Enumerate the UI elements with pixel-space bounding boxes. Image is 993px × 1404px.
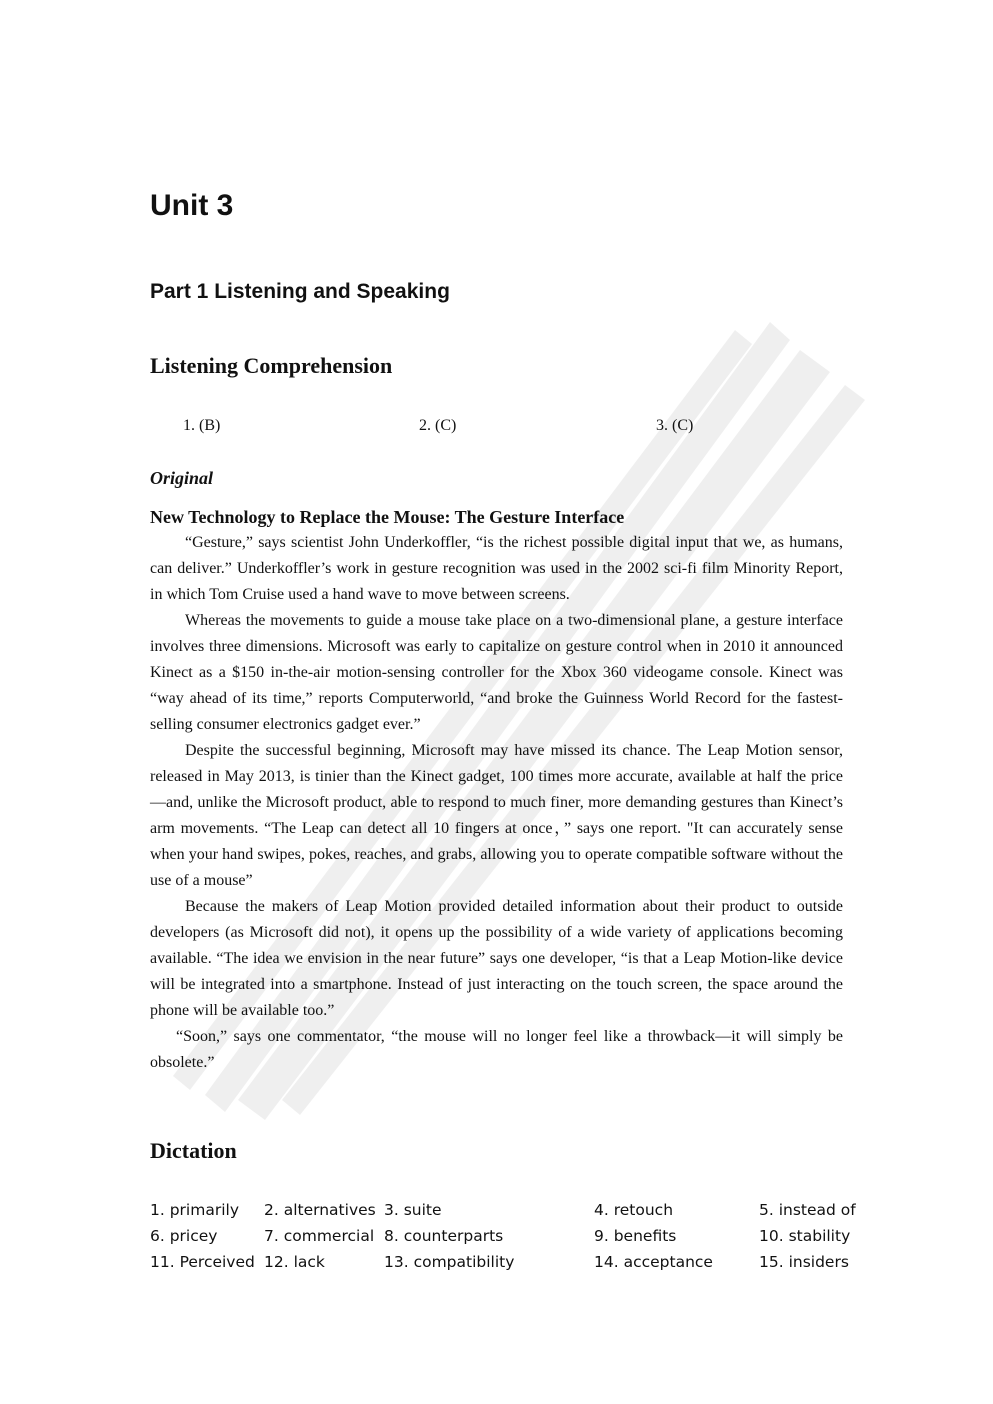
dictation-item: 3. suite — [384, 1201, 442, 1219]
dictation-answers — [150, 1197, 860, 1275]
answer-3: 3. (C) — [656, 417, 694, 434]
article-title: New Technology to Replace the Mouse: The Gesture Interface — [150, 507, 625, 527]
dictation-item: 4. retouch — [594, 1201, 674, 1219]
dictation-item: 5. instead of — [759, 1201, 856, 1219]
dictation-item: 12. lack — [264, 1253, 325, 1271]
dictation-item: 2. alternatives — [264, 1201, 376, 1219]
dictation-item: 1. primarily — [150, 1201, 239, 1219]
original-label: Original — [150, 468, 214, 488]
dictation-item: 15. insiders — [759, 1253, 849, 1271]
dictation-heading: Dictation — [150, 1138, 237, 1163]
article-paragraph: Whereas the movements to guide a mouse take place on a two-dimensional plane, a gesture interface involves three dimensions. Microsoft was early to capitalize on gesture control when in 2010 it announced Kinect as a $150 in-the-air motion-sensing controller for the Xbox 360 videogame console. Kinect was “way ahead of its time,” reports Computerworld, “and broke the Guinness World Record for the fastest-selling consumer electronics gadget ever.” — [150, 612, 843, 733]
dictation-item: 6. pricey — [150, 1227, 218, 1245]
dictation-item: 7. commercial — [264, 1227, 375, 1245]
article-paragraph: Because the makers of Leap Motion provided detailed information about their product to outside developers (as Microsoft did not), it opens up the possibility of a wide variety of applications becoming available. “The idea we envision in the near future” says one developer, “is that a Leap Motion-like device will be integrated into a smartphone. Instead of just interacting on the touch screen, the space around the phone will be available too.” — [150, 898, 843, 1019]
dictation-item: 9. benefits — [594, 1227, 677, 1245]
article-paragraph: “Gesture,” says scientist John Underkoffler, “is the richest possible digital input that we, as humans, can deliver.” Underkoffler’s work in gesture recognition was used in the 2002 sci-fi film Minority Report, in which Tom Cruise used a hand wave to move between screens. — [150, 534, 843, 603]
listening-answers — [183, 413, 883, 439]
dictation-item: 8. counterparts — [384, 1227, 504, 1245]
article-paragraph: Despite the successful beginning, Microsoft may have missed its chance. The Leap Motion sensor, released in May 2013, is tinier than the Kinect gadget, 100 times more accurate, available at half the price—and, unlike the Microsoft product, able to respond to much finer, more demanding gestures than Kinect’s arm movements. “The Leap can detect all 10 fingers at once，” says one report. "It can accurately sense when your hand swipes, pokes, reaches, and grabs, allowing you to operate compatible software without the use of a mouse” — [150, 742, 843, 889]
dictation-item: 10. stability — [759, 1227, 851, 1245]
unit-title: Unit 3 — [150, 189, 234, 222]
answer-1: 1. (B) — [183, 417, 221, 434]
dictation-item: 11. Perceived — [150, 1253, 255, 1271]
answer-2: 2. (C) — [419, 417, 457, 434]
listening-comprehension-heading: Listening Comprehension — [150, 353, 393, 378]
article-body — [150, 530, 843, 1076]
dictation-item: 14. acceptance — [594, 1253, 713, 1271]
part-title: Part 1 Listening and Speaking — [150, 280, 450, 303]
dictation-item: 13. compatibility — [384, 1253, 515, 1271]
article-paragraph: “Soon,” says one commentator, “the mouse will no longer feel like a throwback—it will simply be obsolete.” — [150, 1028, 843, 1071]
